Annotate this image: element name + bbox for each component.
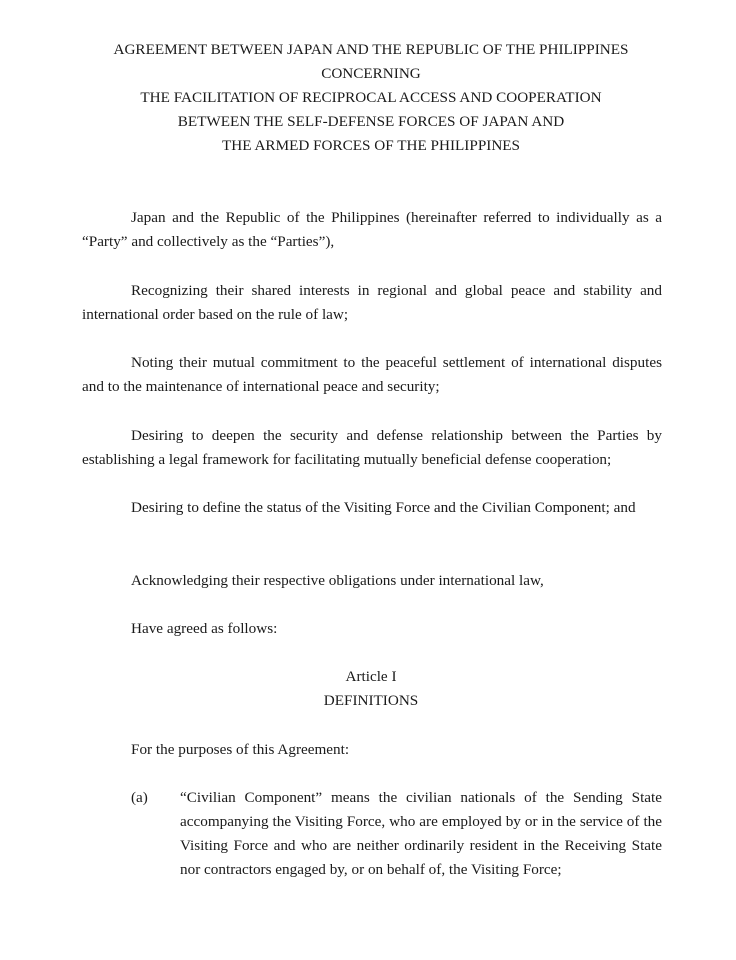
title-line: BETWEEN THE SELF-DEFENSE FORCES OF JAPAN AND [177,113,565,130]
title-line: CONCERNING [321,65,421,82]
article-heading: DEFINITIONS [323,692,419,709]
definition-text: “Civilian Component” means the civilian nationals of the Sending State accompanying the Visiting Force, who are employed by or in the service of the Visiting Force and who are neither ordinarily resident in the Receiving State nor contractors engaged by, or on behalf of, the Visiting Force; [180,789,662,878]
agreement-title [60,38,682,158]
article-number: Article I [345,668,397,685]
preamble-recognizing: Recognizing their shared interests in regional and global peace and stability and international order based on the rule of law; [82,282,662,323]
article-header [60,665,682,713]
preamble-desiring-define: Desiring to define the status of the Visiting Force and the Civilian Component; and [131,499,636,516]
title-line: AGREEMENT BETWEEN JAPAN AND THE REPUBLIC OF THE PHILIPPINES [113,41,629,58]
preamble-parties: Japan and the Republic of the Philippines (hereinafter referred to individually as a “Party” and collectively as the “Parties”), [82,209,662,250]
title-line: THE ARMED FORCES OF THE PHILIPPINES [221,137,521,154]
preamble-acknowledging: Acknowledging their respective obligations under international law, [131,572,544,589]
preamble-noting: Noting their mutual commitment to the peaceful settlement of international disputes and to the maintenance of international peace and security; [82,354,662,395]
article-intro: For the purposes of this Agreement: [131,741,350,758]
definition-label: (a) [131,789,148,806]
agreed-as-follows: Have agreed as follows: [131,620,278,637]
preamble-desiring-deepen: Desiring to deepen the security and defense relationship between the Parties by establishing a legal framework for facilitating mutually beneficial defense cooperation; [82,427,662,468]
title-line: THE FACILITATION OF RECIPROCAL ACCESS AND COOPERATION [140,89,602,106]
